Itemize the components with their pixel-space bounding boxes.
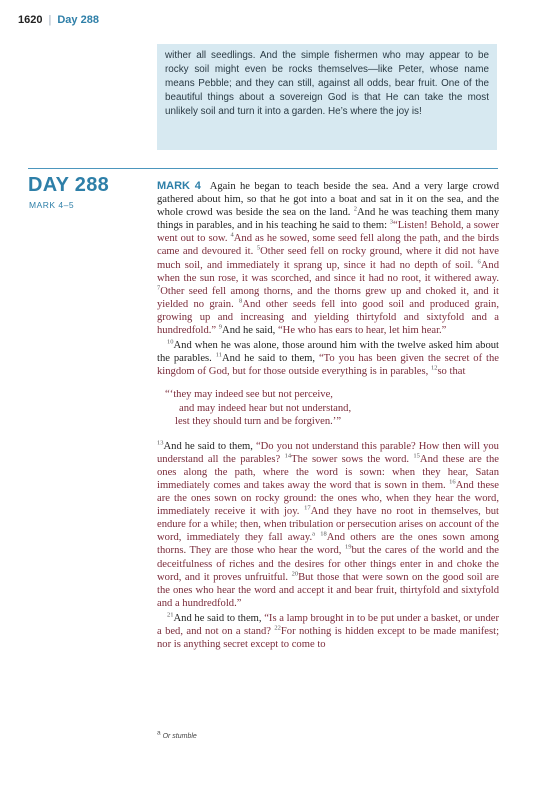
verse-number: 19 — [344, 543, 352, 551]
day-title: DAY 288 — [28, 174, 110, 196]
words-of-jesus: For nothing is hidden except to be made manifest; nor is anything secret except to come to — [157, 626, 500, 651]
book-heading: MARK 4 — [157, 180, 201, 192]
words-of-jesus: “Is a lamp brought in to be put under a basket, or under a bed, and not on a stand? — [157, 612, 499, 637]
words-of-jesus: And others are the ones sown among thorns. They are those who hear the word, — [157, 532, 499, 557]
words-of-jesus: And when the sun rose, it was scorched, and since it had no root, it withered away. — [157, 259, 499, 284]
verse-number: 20 — [291, 570, 299, 578]
reading-reference: MARK 4–5 — [29, 200, 75, 210]
verse-number: 17 — [304, 504, 311, 512]
paragraph-3 — [157, 440, 499, 610]
words-of-jesus: And as he sowed, some seed fell along the path, and the birds came and devoured it. — [157, 233, 499, 258]
poetry-line: and may indeed hear but not understand, — [179, 402, 352, 414]
words-of-jesus: but the cares of the world and the deceitfulness of riches and the desires for other things enter in and choke the word, and it proves unfruitful. — [157, 545, 499, 583]
verse-number: 6 — [477, 258, 481, 266]
words-of-jesus: But those that were sown on the good soil are the ones who hear the word and accept it and bear fruit, thirtyfold and sixtyfold and a hundredfold.” — [157, 571, 499, 609]
paragraph-4 — [157, 612, 499, 651]
verse-number: 15 — [413, 452, 420, 460]
devotional-callout — [157, 44, 497, 150]
words-of-jesus: “Listen! Behold, a sower went out to sow. — [157, 220, 499, 245]
words-of-jesus: Other seed fell on rocky ground, where it did not have much soil, and immediately it sprang up, since it had no depth of soil. — [157, 246, 499, 271]
verse-text: And he said, — [222, 325, 276, 337]
words-of-jesus: And these are the ones along the path, where the word is sown: when they hear, Satan immediately comes and takes away the word that is sown in them. — [157, 453, 499, 491]
verse-number: 21 — [167, 611, 174, 619]
header-day-label: Day 288 — [57, 14, 99, 26]
header-separator: | — [48, 14, 52, 26]
footnote — [157, 729, 197, 740]
verse-text: And he said to them, — [222, 353, 316, 365]
verse-text: And when he was alone, those around him with the twelve asked him about the parables. — [157, 340, 499, 365]
poetry-line: “‘they may indeed see but not perceive, — [165, 389, 333, 401]
verse-number: 3 — [389, 218, 393, 226]
verse-number: 22 — [274, 624, 281, 632]
page-header — [18, 14, 99, 26]
words-of-jesus: And other seeds fell into good soil and produced grain, growing up and increasing and yielding thirtyfold and sixtyfold and a hundredfold.” — [157, 298, 499, 337]
verse-number: 18 — [320, 530, 327, 538]
footnote-label: a — [157, 729, 161, 737]
verse-number: 7 — [157, 284, 161, 292]
verse-number: 11 — [215, 351, 222, 359]
footnote-marker[interactable]: a — [312, 530, 315, 538]
poetry-line: lest they should turn and be forgiven.’” — [175, 415, 342, 427]
verse-number: 5 — [256, 244, 261, 252]
verse-number: 14 — [284, 452, 292, 460]
words-of-jesus: “To you has been given the secret of the kingdom of God, but for those outside everything is in parables, — [157, 353, 499, 378]
section-divider — [28, 168, 498, 169]
verse-number: 13 — [157, 439, 164, 447]
paragraph-1 — [157, 180, 499, 337]
words-of-jesus: The sower sows the word. — [291, 453, 410, 465]
verse-text: And he said to them, — [173, 612, 262, 624]
verse-number: 8 — [239, 297, 243, 305]
words-of-jesus: “Do you not understand this parable? How then will you understand all the parables? — [157, 440, 499, 465]
scripture-passage — [157, 180, 499, 651]
verse-number: 2 — [353, 205, 358, 213]
verse-text: Again he began to teach beside the sea. And a very large crowd gathered about him, so that he got into a boat and sat in it on the sea, and the whole crowd was beside the sea on the land. — [157, 181, 499, 219]
words-of-jesus: And these are the ones sown on rocky ground: the ones who, when they hear the word, immediately receive it with joy. — [157, 479, 499, 518]
paragraph-2 — [157, 339, 499, 378]
verse-number: 4 — [230, 231, 234, 239]
page-number: 1620 — [18, 14, 43, 26]
verse-text: And he said to them, — [163, 440, 253, 452]
verse-text: And he was teaching them many things in parables, and in his teaching he said to them: — [157, 207, 500, 232]
words-of-jesus: Other seed fell among thorns, and the thorns grew up and choked it, and it yielded no grain. — [157, 285, 499, 310]
verse-number: 12 — [430, 364, 438, 372]
callout-text: wither all seedlings. And the simple fishermen who may appear to be rocky soil might even be rocks themselves—like Peter, whose name means Pebble; and they can still, against all odds, bear fruit. One of the beautiful things about a sovereign God is that He can take the most unlikely soil and turn it into a garden. He’s where the joy is! — [165, 50, 489, 117]
words-of-jesus: “He who has ears to hear, let him hear.” — [277, 325, 447, 337]
footnote-text: Or stumble — [162, 733, 197, 740]
verse-number: 9 — [218, 323, 223, 331]
words-of-jesus: so that — [437, 366, 466, 378]
poetry-quote — [165, 388, 499, 427]
verse-number: 10 — [167, 338, 174, 346]
verse-number: 16 — [449, 478, 456, 486]
words-of-jesus: And they have no root in themselves, but endure for a while; then, when tribulation or persecution arises on account of the word, immediately they fall away. — [157, 506, 499, 544]
